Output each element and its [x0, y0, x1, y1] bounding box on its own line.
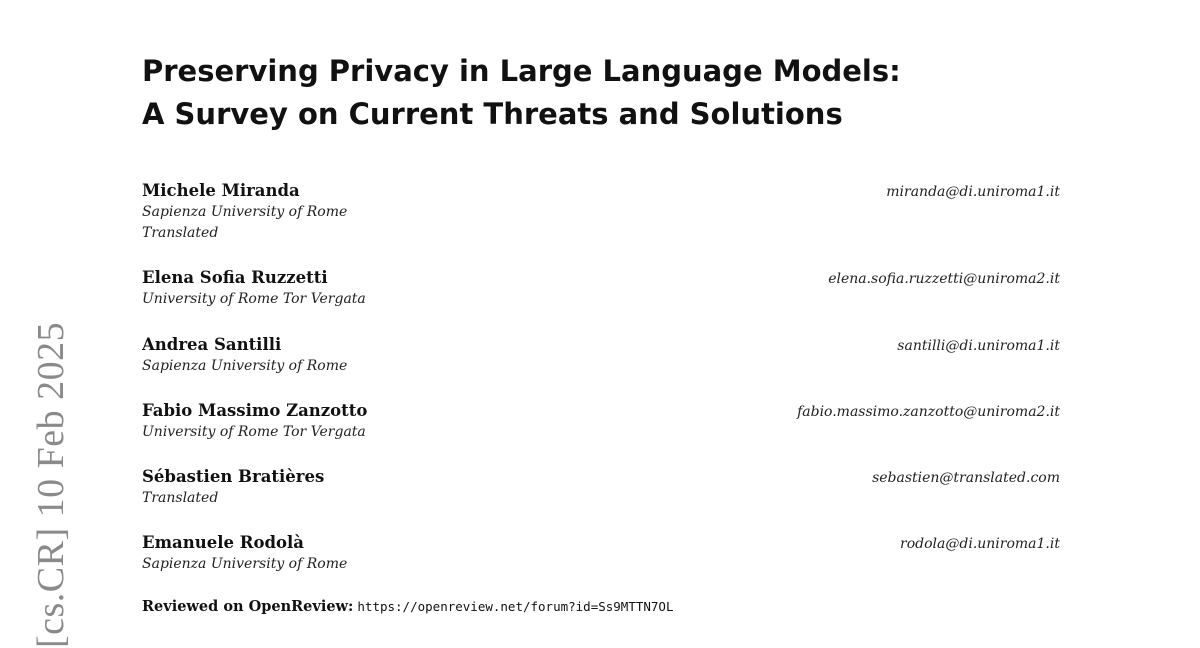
- author-name: Michele Miranda: [142, 181, 300, 200]
- author-block-zanzotto: [142, 400, 1062, 443]
- author-email-link[interactable]: miranda@di.uniroma1.it: [886, 184, 1060, 200]
- paper-title-line-2: A Survey on Current Threats and Solutions: [142, 97, 843, 131]
- author-name: Andrea Santilli: [142, 335, 282, 354]
- openreview-link[interactable]: https://openreview.net/forum?id=Ss9MTTN7OL: [357, 599, 674, 614]
- author-block-bratieres: [142, 466, 1062, 509]
- author-block-santilli: [142, 334, 1062, 377]
- author-email-link[interactable]: rodola@di.uniroma1.it: [900, 536, 1060, 552]
- author-affiliation: Translated: [142, 490, 219, 506]
- author-block-rodola: [142, 532, 1062, 575]
- arxiv-stamp: [cs.CR] 10 Feb 2025: [30, 321, 72, 648]
- author-affiliation: Sapienza University of Rome: [142, 358, 348, 374]
- paper-title: [142, 50, 962, 136]
- author-name: Elena Sofia Ruzzetti: [142, 268, 328, 287]
- review-note: [142, 598, 1062, 616]
- author-affiliation: University of Rome Tor Vergata: [142, 424, 366, 440]
- author-email-link[interactable]: elena.sofia.ruzzetti@uniroma2.it: [828, 271, 1060, 287]
- author-block-miranda: [142, 180, 1062, 244]
- review-label: Reviewed on OpenReview:: [142, 598, 354, 615]
- author-block-ruzzetti: [142, 267, 1062, 310]
- author-name: Emanuele Rodolà: [142, 533, 304, 552]
- author-email-link[interactable]: santilli@di.uniroma1.it: [897, 338, 1060, 354]
- author-affiliation: Translated: [142, 225, 219, 241]
- paper-title-line-1: Preserving Privacy in Large Language Models:: [142, 54, 901, 88]
- author-name: Fabio Massimo Zanzotto: [142, 401, 368, 420]
- author-affiliation: University of Rome Tor Vergata: [142, 291, 366, 307]
- author-affiliation: Sapienza University of Rome: [142, 556, 348, 572]
- author-name: Sébastien Bratières: [142, 467, 325, 486]
- author-email-link[interactable]: sebastien@translated.com: [872, 470, 1060, 486]
- author-affiliation: Sapienza University of Rome: [142, 204, 348, 220]
- author-email-link[interactable]: fabio.massimo.zanzotto@uniroma2.it: [797, 404, 1060, 420]
